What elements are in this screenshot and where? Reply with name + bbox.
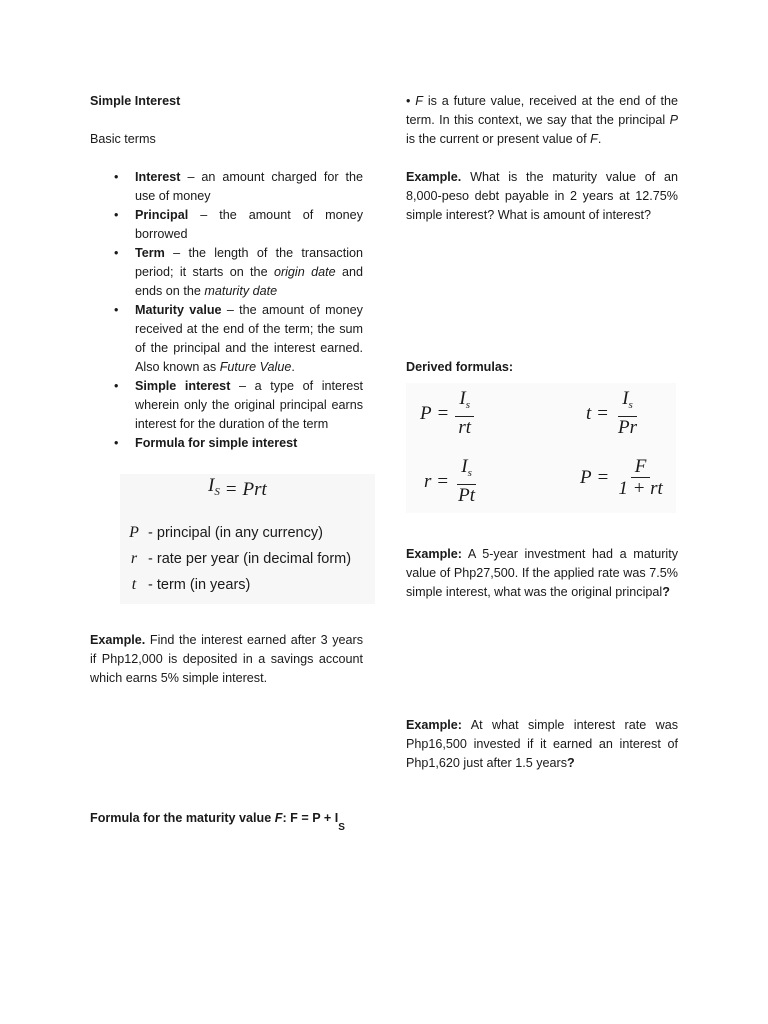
formula-rhs: Prt bbox=[242, 478, 267, 500]
term-desc: – a type of interest wherein only the original principal earns interest for the duration of the term bbox=[135, 379, 363, 431]
legend-symbol: r bbox=[130, 550, 138, 567]
basic-terms-heading: Basic terms bbox=[90, 132, 156, 146]
list-item bbox=[90, 168, 363, 206]
maturity-value-formula bbox=[90, 809, 363, 833]
example-label: Example. bbox=[90, 633, 146, 647]
formula-legend bbox=[124, 520, 351, 598]
term-desc: and ends on the bbox=[135, 265, 364, 298]
legend-symbol: t bbox=[131, 576, 137, 593]
formula-equals: = bbox=[437, 470, 449, 492]
derived-formulas-box bbox=[406, 383, 676, 513]
formula-lhs: I bbox=[208, 475, 215, 496]
example-text: At what simple interest rate was Php16,500 invested if it earned an interest of Php1,620 just after 1.5 years bbox=[406, 718, 678, 770]
terms-list bbox=[90, 168, 363, 453]
fraction bbox=[614, 389, 641, 437]
simple-interest-formula-box bbox=[120, 474, 375, 604]
formula-rate bbox=[424, 457, 479, 505]
list-item bbox=[90, 244, 363, 301]
simple-interest-formula bbox=[208, 476, 267, 502]
note-text: . bbox=[597, 132, 602, 146]
fraction-numerator-sub: s bbox=[465, 399, 470, 411]
fraction-numerator: I bbox=[622, 388, 629, 409]
fraction-numerator: I bbox=[461, 456, 468, 477]
term-desc: – an amount charged for the use of money bbox=[135, 170, 363, 203]
fraction bbox=[454, 457, 479, 505]
formula-lhs: P bbox=[580, 467, 592, 488]
list-item bbox=[90, 434, 363, 453]
term-name: Term bbox=[135, 246, 165, 260]
example-label: Example: bbox=[406, 718, 462, 732]
formula-equals: = bbox=[597, 467, 609, 488]
legend-text: - rate per year (in decimal form) bbox=[148, 551, 352, 567]
note-italic: F bbox=[590, 132, 598, 146]
fraction bbox=[454, 389, 475, 437]
fraction-numerator-sub: s bbox=[628, 399, 633, 411]
legend-row bbox=[124, 546, 351, 572]
formula-present-value bbox=[580, 457, 667, 498]
note-text: is a future value, received at the end of the term. In this context, we say that the principal bbox=[406, 94, 678, 127]
legend-text: - principal (in any currency) bbox=[148, 525, 323, 541]
legend-row bbox=[124, 572, 351, 598]
fraction-denominator: Pr bbox=[618, 417, 637, 438]
example-label: Example: bbox=[406, 547, 462, 561]
example-question-mark: ? bbox=[662, 585, 670, 599]
example-1 bbox=[90, 631, 363, 688]
formula-equals: = bbox=[597, 402, 608, 424]
list-item bbox=[90, 301, 363, 377]
fraction bbox=[614, 457, 667, 498]
legend-row bbox=[124, 520, 351, 546]
fraction-numerator: F bbox=[631, 457, 651, 478]
future-value-note bbox=[406, 92, 678, 149]
example-text: A 5-year investment had a maturity value of Php27,500. If the applied rate was 7.5% simple interest, what was the original principal bbox=[406, 547, 678, 599]
maturity-F: F bbox=[274, 811, 283, 825]
term-name: Maturity value bbox=[135, 303, 222, 317]
derived-formulas-heading: Derived formulas: bbox=[406, 360, 514, 374]
left-column bbox=[90, 92, 364, 833]
example-3 bbox=[406, 545, 678, 602]
maturity-sub: S bbox=[338, 822, 345, 833]
formula-lhs-sub: S bbox=[214, 486, 220, 498]
term-desc-italic: Future Value bbox=[219, 360, 292, 374]
example-2 bbox=[406, 168, 678, 225]
term-desc: – the amount of money received at the end of the term; the sum of the principal and the interest earned. Also known as bbox=[135, 303, 363, 374]
example-label: Example. bbox=[406, 170, 462, 184]
example-4 bbox=[406, 716, 678, 773]
term-desc-italic: maturity date bbox=[204, 284, 278, 298]
page-title: Simple Interest bbox=[90, 94, 181, 108]
list-item bbox=[90, 377, 363, 434]
list-item bbox=[90, 206, 363, 244]
note-italic: F bbox=[415, 94, 423, 108]
term-name: Simple interest bbox=[135, 379, 231, 393]
fraction-denominator: rt bbox=[458, 417, 472, 438]
formula-lhs: P bbox=[420, 402, 432, 424]
formula-term bbox=[586, 389, 641, 437]
term-name: Formula for simple interest bbox=[135, 436, 298, 450]
maturity-formula: : F = P + I bbox=[282, 811, 339, 825]
legend-symbol: P bbox=[129, 524, 139, 541]
term-desc-italic: origin date bbox=[273, 265, 336, 279]
term-desc: – the length of the transaction period; it starts on the bbox=[135, 246, 363, 279]
formula-equals: = bbox=[437, 402, 449, 424]
term-name: Principal bbox=[135, 208, 189, 222]
example-text: What is the maturity value of an 8,000-peso debt payable in 2 years at 12.75% simple interest? What is amount of interest? bbox=[406, 170, 678, 222]
note-text: is the current or present value of bbox=[406, 132, 591, 146]
example-text: Find the interest earned after 3 years if Php12,000 is deposited in a savings account which earns 5% simple interest. bbox=[90, 633, 363, 685]
term-desc: . bbox=[291, 360, 295, 374]
term-desc: – the amount of money borrowed bbox=[135, 208, 363, 241]
formula-lhs: r bbox=[424, 470, 432, 492]
formula-equals: = bbox=[225, 478, 237, 500]
term-name: Interest bbox=[135, 170, 181, 184]
right-column bbox=[406, 92, 678, 773]
fraction-numerator: I bbox=[459, 388, 466, 409]
formula-lhs: t bbox=[586, 402, 592, 424]
legend-text: - term (in years) bbox=[148, 577, 251, 593]
fraction-denominator: 1 + rt bbox=[618, 478, 663, 499]
fraction-denominator: Pt bbox=[458, 485, 476, 506]
fraction-numerator-sub: s bbox=[467, 467, 472, 479]
formula-principal bbox=[420, 389, 475, 437]
maturity-label: Formula for the maturity value bbox=[90, 811, 275, 825]
note-italic: P bbox=[669, 113, 678, 127]
example-question-mark: ? bbox=[567, 756, 575, 770]
